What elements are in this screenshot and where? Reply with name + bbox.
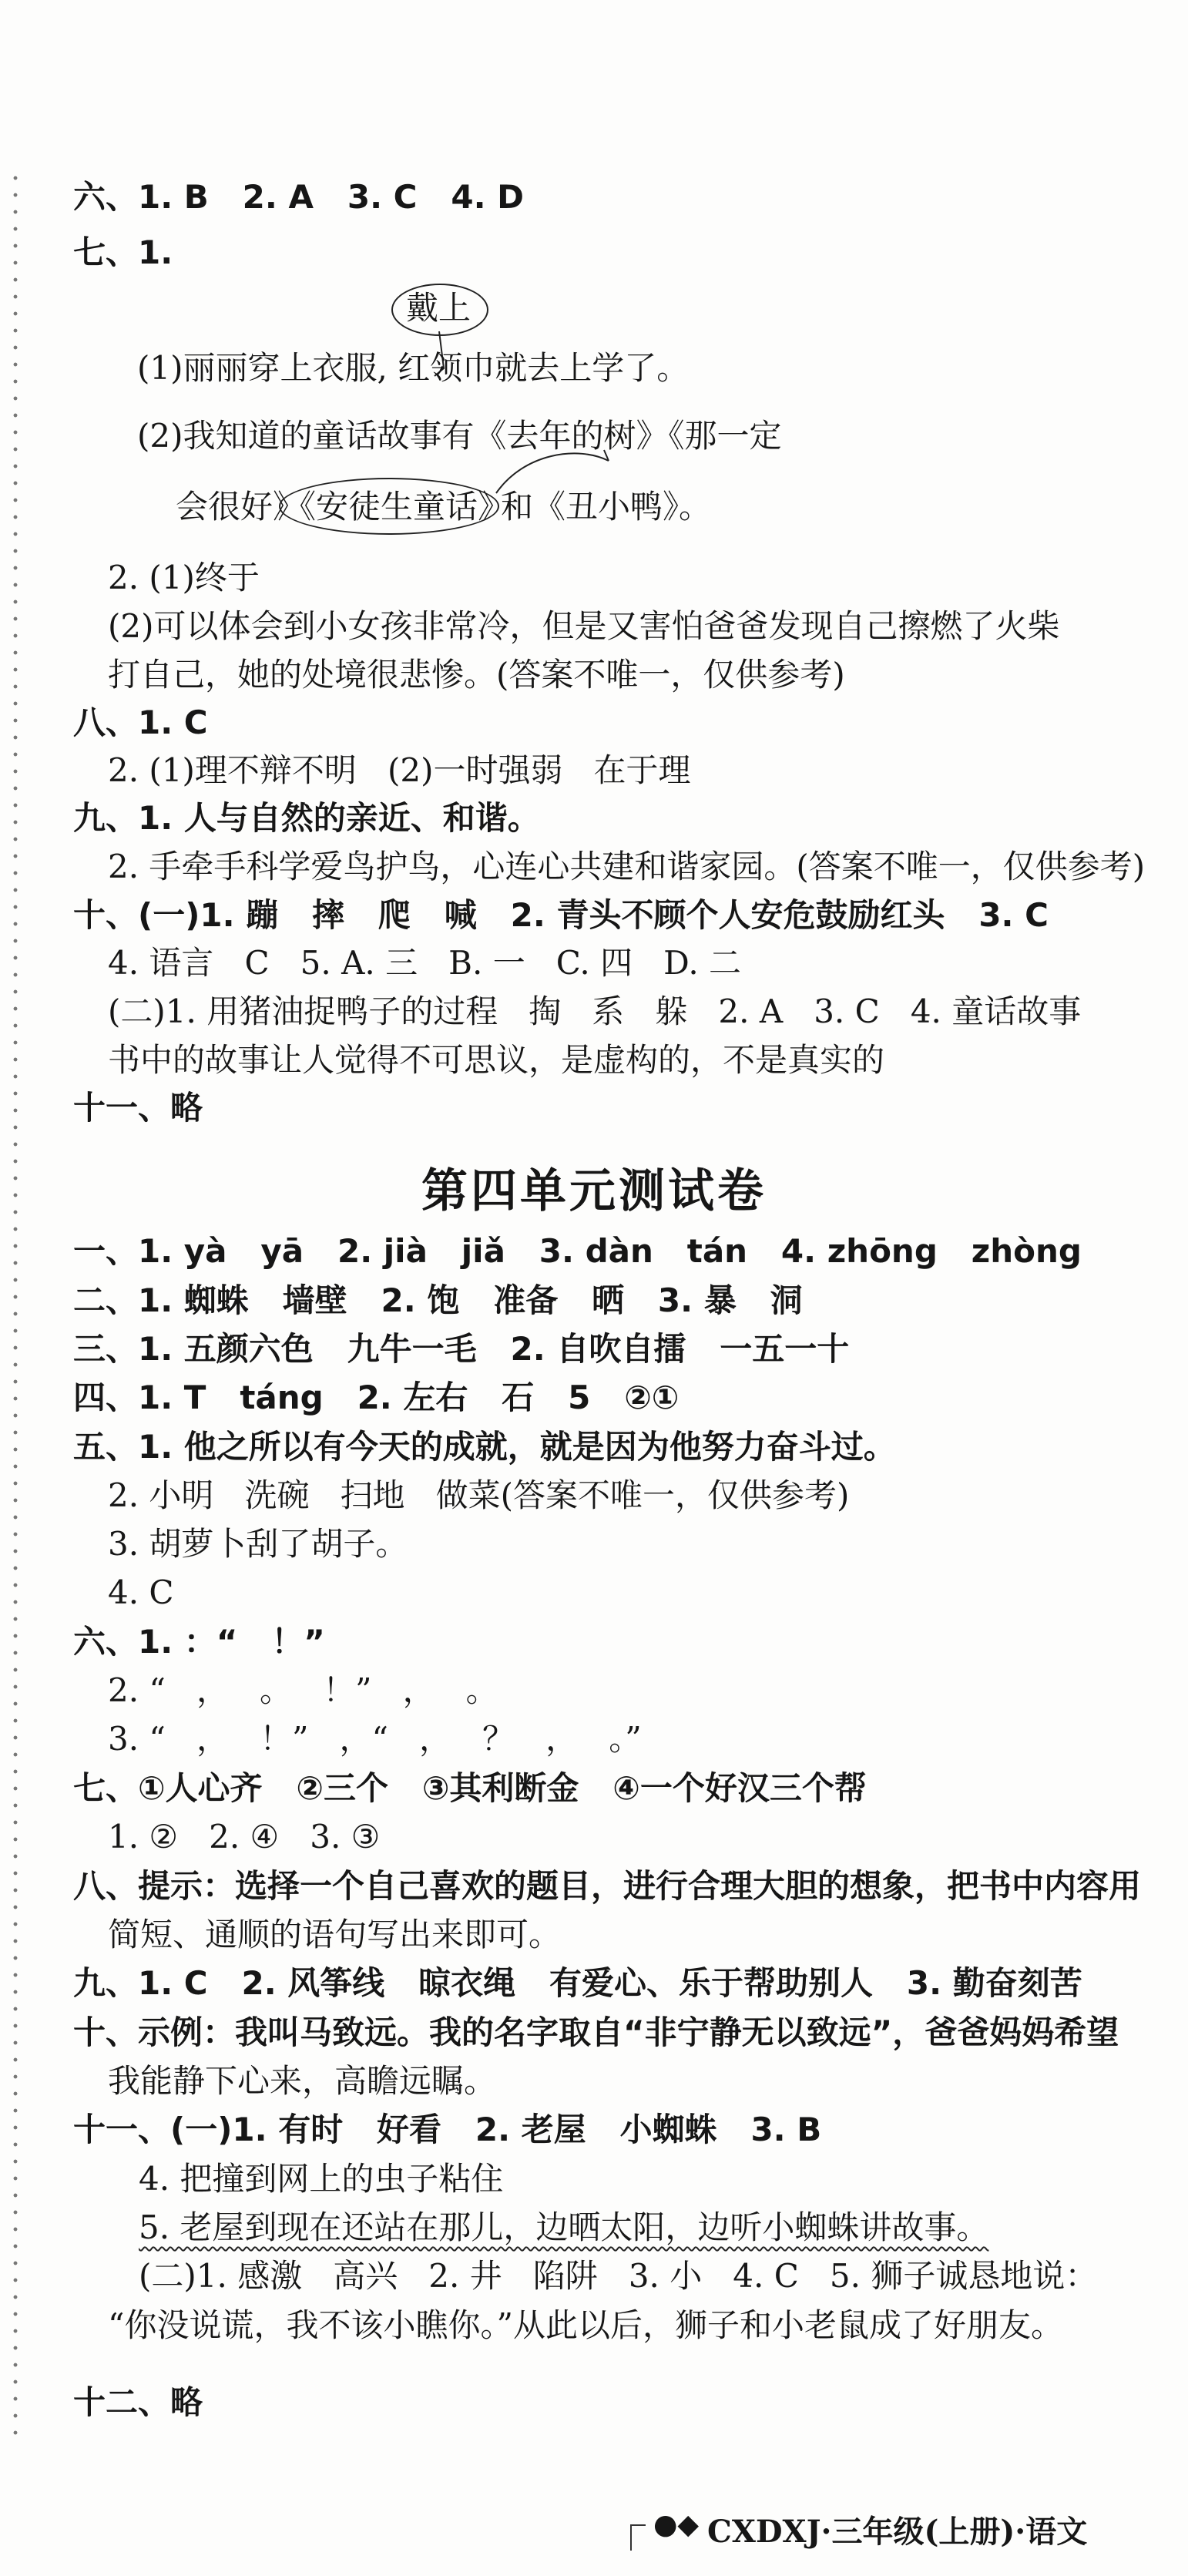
- answer-line-10-4: 4. 语言 C 5. A. 三 B. 一 C. 四 D. 二: [108, 944, 742, 982]
- u4-line-11-5: 5. 老屋到现在还站在那儿，边晒太阳，边听小蜘蛛讲故事。: [139, 2208, 989, 2246]
- u4-line-6: 六、1. ：“ ！”: [73, 1623, 325, 1661]
- answer-line-9: 九、1. 人与自然的亲近、和谐。: [73, 799, 540, 837]
- footer-bullet-icon: ●◆: [653, 2509, 700, 2541]
- u4-line-7-b: 1. ② 2. ④ 3. ③: [108, 1818, 381, 1856]
- answer-line-8: 八、1. C: [73, 704, 208, 741]
- u4-line-5: 五、1. 他之所以有今天的成就，就是因为他努力奋斗过。: [73, 1428, 896, 1466]
- u4-line-11: 十一、(一)1. 有时 好看 2. 老屋 小蜘蛛 3. B: [73, 2111, 822, 2148]
- u4-line-9: 九、1. C 2. 风筝线 晾衣绳 有爱心、乐于帮助别人 3. 勤奋刻苦: [73, 1964, 1082, 2002]
- answer-line-8-2: 2. (1)理不辩不明 (2)一时强弱 在于理: [108, 751, 691, 789]
- answer-line-7-2b-end: 和《丑小鸭》。: [501, 488, 712, 526]
- u4-line-11-b: (二)1. 感激 高兴 2. 井 陷阱 3. 小 4. C 5. 狮子诚恳地说：: [139, 2257, 1098, 2295]
- answer-line-10: 十、(一)1. 蹦 摔 爬 喊 2. 青头不顾个人安危鼓励红头 3. C: [73, 896, 1049, 934]
- u4-line-8-b: 简短、通顺的语句写出来即可。: [108, 1916, 562, 1953]
- answer-line-7-2b-start: 会很好》: [176, 488, 306, 526]
- u4-line-12: 十二、略: [73, 2383, 203, 2421]
- answer-line-9-2: 2. 手牵手科学爱鸟护鸟，心连心共建和谐家园。(答案不唯一，仅供参考): [108, 848, 1146, 885]
- u4-line-11-b2: “你没说谎，我不该小瞧你。”从此以后，狮子和小老鼠成了好朋友。: [108, 2306, 1063, 2344]
- u4-line-2: 二、1. 蜘蛛 墙壁 2. 饱 准备 晒 3. 暴 洞: [73, 1281, 803, 1319]
- answer-line-7-1: (1)丽丽穿上衣服, 红领巾就去上学了。: [137, 349, 690, 387]
- binding-stitch-decoration: [9, 170, 22, 2435]
- answer-line-6: 六、1. B 2. A 3. C 4. D: [73, 178, 525, 216]
- u4-line-7: 七、①人心齐 ②三个 ③其利断金 ④一个好汉三个帮: [73, 1769, 867, 1807]
- u4-line-8: 八、提示：选择一个自己喜欢的题目，进行合理大胆的想象，把书中内容用: [73, 1867, 1142, 1905]
- u4-line-1: 一、1. yà yā 2. jià jiǎ 3. dàn tán 4. zhōng zhòng: [73, 1232, 1082, 1270]
- u4-line-5-3: 3. 胡萝卜刮了胡子。: [108, 1525, 408, 1563]
- answer-line-10-b2: 书中的故事让人觉得不可思议，是虚构的，不是真实的: [108, 1041, 885, 1079]
- answer-line-7-2-2b: 打自己，她的处境很悲惨。(答案不唯一，仅供参考): [108, 656, 845, 694]
- answer-line-7-2-2a: (2)可以体会到小女孩非常冷，但是又害怕爸爸发现自己擦燃了火柴: [108, 607, 1060, 645]
- inserted-word: 戴上: [406, 289, 472, 327]
- footer-book-label: CXDXJ·三年级(上册)·语文: [707, 2514, 1088, 2550]
- u4-line-3: 三、1. 五颜六色 九牛一毛 2. 自吹自擂 一五一十: [73, 1330, 850, 1368]
- page-footer: [630, 2501, 1188, 2555]
- u4-line-4: 四、1. T táng 2. 左右 石 5 ②①: [73, 1379, 680, 1416]
- u4-line-6-3: 3. “ ， ！” ，“ ， ？ ， 。”: [108, 1720, 642, 1758]
- circled-book-title: 《安徒生童话》: [284, 488, 511, 526]
- u4-line-11-4: 4. 把撞到网上的虫子粘住: [139, 2160, 504, 2198]
- answer-line-7-2a: (2)我知道的童话故事有《去年的树》《那一定: [137, 417, 782, 455]
- u4-line-5-2: 2. 小明 洗碗 扫地 做菜(答案不唯一，仅供参考): [108, 1476, 850, 1514]
- u4-line-10: 十、示例：我叫马致远。我的名字取自“非宁静无以致远”，爸爸妈妈希望: [73, 2013, 1119, 2051]
- answer-line-7: 七、1.: [73, 233, 173, 271]
- unit4-title: 第四单元测试卷: [421, 1164, 767, 1218]
- footer-rule-vertical: [630, 2524, 632, 2551]
- answer-line-7-2: 2. (1)终于: [108, 559, 260, 596]
- u4-line-5-4: 4. C: [108, 1573, 174, 1611]
- u4-line-10-b: 我能静下心来，高瞻远瞩。: [108, 2062, 497, 2100]
- u4-line-6-2: 2. “ ， 。 ！” ， 。: [108, 1671, 498, 1709]
- answer-line-11: 十一、略: [73, 1089, 203, 1127]
- answer-line-10-b: (二)1. 用猪油捉鸭子的过程 掏 系 躲 2. A 3. C 4. 童话故事: [108, 992, 1082, 1030]
- footer-rule: [630, 2524, 646, 2526]
